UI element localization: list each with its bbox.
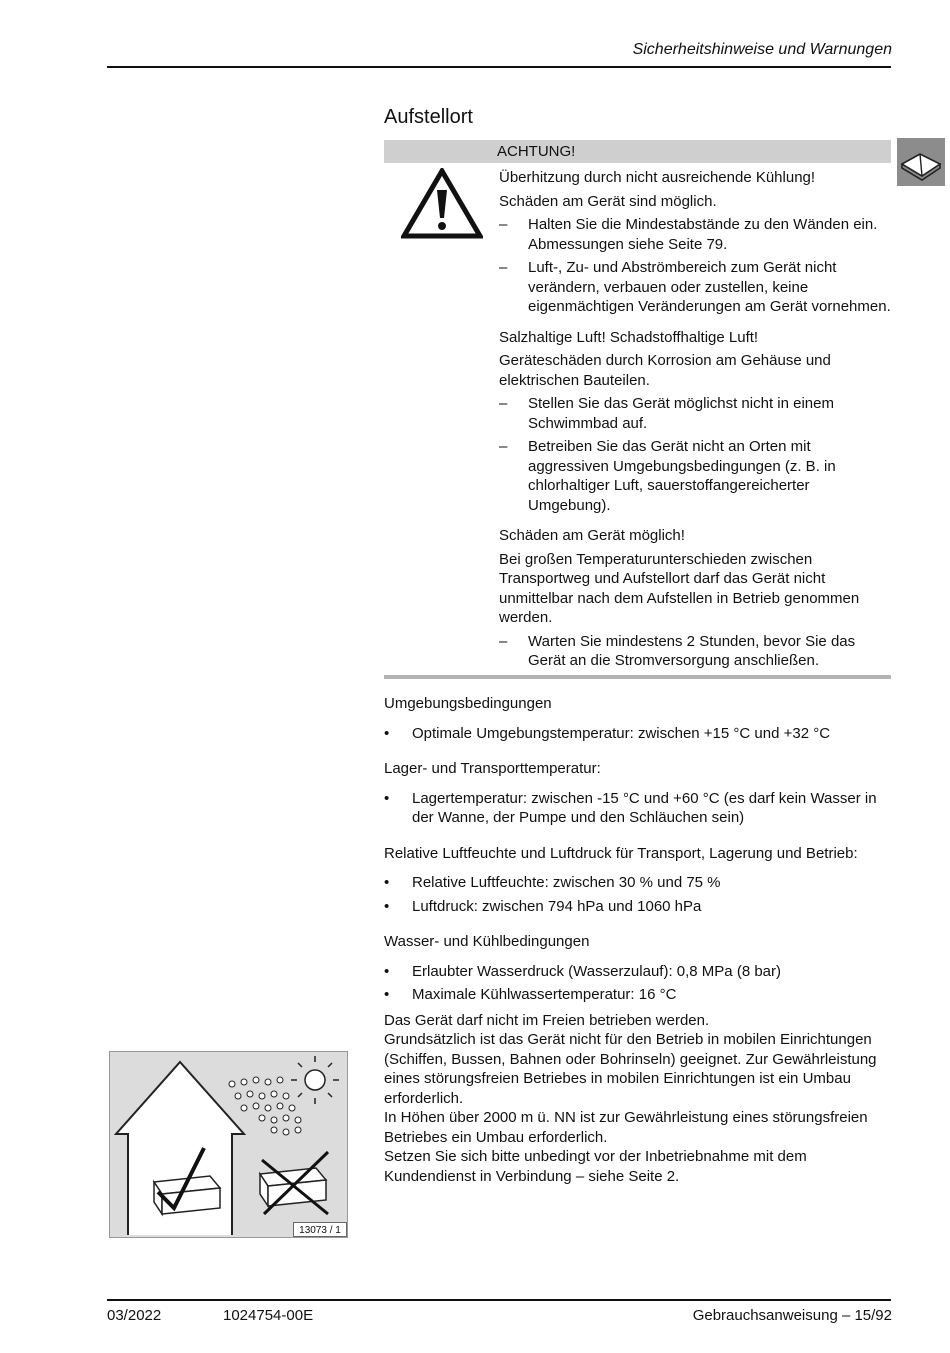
bullet-marker: • <box>384 962 390 980</box>
warning-headline: Salzhaltige Luft! Schadstoffhaltige Luft! <box>499 328 759 346</box>
warning-headline: Überhitzung durch nicht ausreichende Kühlung! <box>499 169 816 186</box>
dash-marker: – <box>499 632 508 650</box>
paragraph: Setzen Sie sich bitte unbedingt vor der Inbetriebnahme mit dem Kundendienst in Verbindung – siehe Seite 2. <box>384 1148 807 1185</box>
dash-marker: – <box>499 438 508 455</box>
warning-bottom-rule <box>384 675 891 679</box>
list-item <box>384 789 894 828</box>
bullet-list <box>384 724 894 744</box>
bullet-list <box>384 789 894 828</box>
warning-item-text: Warten Sie mindestens 2 Stunden, bevor Sie das Gerät an die Stromversorgung anschließen. <box>528 632 856 669</box>
warning-item-text: Stellen Sie das Gerät möglichst nicht in einem Schwimmbad auf. <box>528 395 834 432</box>
figure-id: 13073 / 1 <box>293 1222 347 1237</box>
paragraph: Das Gerät darf nicht im Freien betrieben werden. <box>384 1011 710 1029</box>
list-item <box>384 724 894 744</box>
section-heading: Wasser- und Kühlbedingungen <box>384 933 590 950</box>
footer-doc-number: 1024754-00E <box>223 1307 314 1324</box>
header-title: Sicherheitshinweise und Warnungen <box>632 41 892 58</box>
warning-item <box>499 258 893 317</box>
list-item-text: Relative Luftfeuchte: zwischen 30 % und 75 % <box>412 874 721 891</box>
warning-triangle-icon <box>401 168 483 240</box>
warning-headline: Schäden am Gerät möglich! <box>499 527 685 544</box>
installation-figure <box>109 1051 348 1238</box>
main-content <box>384 694 894 1186</box>
paragraph: In Höhen über 2000 m ü. NN ist zur Gewährleistung eines störungsfreien Betriebes ein Umbau erforderlich. <box>384 1109 868 1146</box>
list-item-text: Luftdruck: zwischen 794 hPa und 1060 hPa <box>412 897 702 915</box>
warning-body <box>499 168 893 675</box>
bullet-marker: • <box>384 874 390 891</box>
list-item-text: Maximale Kühlwassertemperatur: 16 °C <box>412 986 677 1003</box>
dash-marker: – <box>499 395 508 412</box>
warning-item <box>499 215 893 254</box>
warning-text: Schäden am Gerät sind möglich. <box>499 192 717 210</box>
section-heading: Relative Luftfeuchte und Luftdruck für Transport, Lagerung und Betrieb: <box>384 844 858 862</box>
footer-page-number: Gebrauchsanweisung – 15/92 <box>692 1307 892 1324</box>
warning-text: Bei großen Temperaturunterschieden zwischen Transportweg und Aufstellort darf das Gerät nicht unmittelbar nach dem Aufstellen in Betrieb genommen werden. <box>499 550 860 626</box>
list-item <box>384 985 894 1005</box>
bullet-list <box>384 962 894 1005</box>
warning-header-bar <box>384 140 891 163</box>
bullet-marker: • <box>384 789 390 807</box>
warning-item-text: Betreiben Sie das Gerät nicht an Orten mit aggressiven Umgebungsbedingungen (z. B. in chlorhaltiger Luft, sauerstoffangereicherter Umgebung). <box>528 438 836 514</box>
section-heading: Umgebungsbedingungen <box>384 695 552 712</box>
bullet-marker: • <box>384 986 390 1003</box>
warning-label: ACHTUNG! <box>497 143 576 160</box>
footer-date: 03/2022 <box>107 1307 162 1324</box>
warning-text: Geräteschäden durch Korrosion am Gehäuse und elektrischen Bauteilen. <box>499 352 831 389</box>
warning-item-text: Halten Sie die Mindestabstände zu den Wänden ein. Abmessungen siehe Seite 79. <box>528 216 878 253</box>
warning-block <box>499 168 893 317</box>
list-item <box>384 873 894 893</box>
bullet-list <box>384 873 894 916</box>
list-item-text: Erlaubter Wasserdruck (Wasserzulauf): 0,8 MPa (8 bar) <box>412 962 782 980</box>
warning-item <box>499 632 893 671</box>
warning-block <box>499 526 893 671</box>
open-book-icon <box>897 138 945 186</box>
section-heading: Lager- und Transporttemperatur: <box>384 760 601 777</box>
section-title: Aufstellort <box>384 106 473 128</box>
warning-item <box>499 437 893 515</box>
dash-marker: – <box>499 216 508 233</box>
dash-marker: – <box>499 259 508 276</box>
header-divider <box>107 66 891 68</box>
warning-item <box>499 394 893 433</box>
list-item <box>384 962 894 982</box>
list-item <box>384 897 894 917</box>
warning-item-text: Luft-, Zu- und Abströmbereich zum Gerät nicht verändern, verbauen oder zustellen, keine eigenmächtigen Veränderungen am Gerät vornehmen. <box>528 259 891 315</box>
list-item-text: Optimale Umgebungstemperatur: zwischen +15 °C und +32 °C <box>412 724 831 742</box>
list-item-text: Lagertemperatur: zwischen -15 °C und +60 °C (es darf kein Wasser in der Wanne, der Pumpe und den Schläuchen sein) <box>412 789 877 826</box>
footer-divider <box>107 1299 891 1301</box>
bullet-marker: • <box>384 724 390 742</box>
bullet-marker: • <box>384 897 390 915</box>
warning-block <box>499 328 893 516</box>
paragraph: Grundsätzlich ist das Gerät nicht für den Betrieb in mobilen Einrichtungen (Schiffen, Bussen, Bahnen oder Bohrinseln) geeignet. Zur Gewährleistung eines störungsfreien Betriebes in mobilen Einrichtungen ist ein Umbau erforderlich. <box>384 1031 877 1107</box>
